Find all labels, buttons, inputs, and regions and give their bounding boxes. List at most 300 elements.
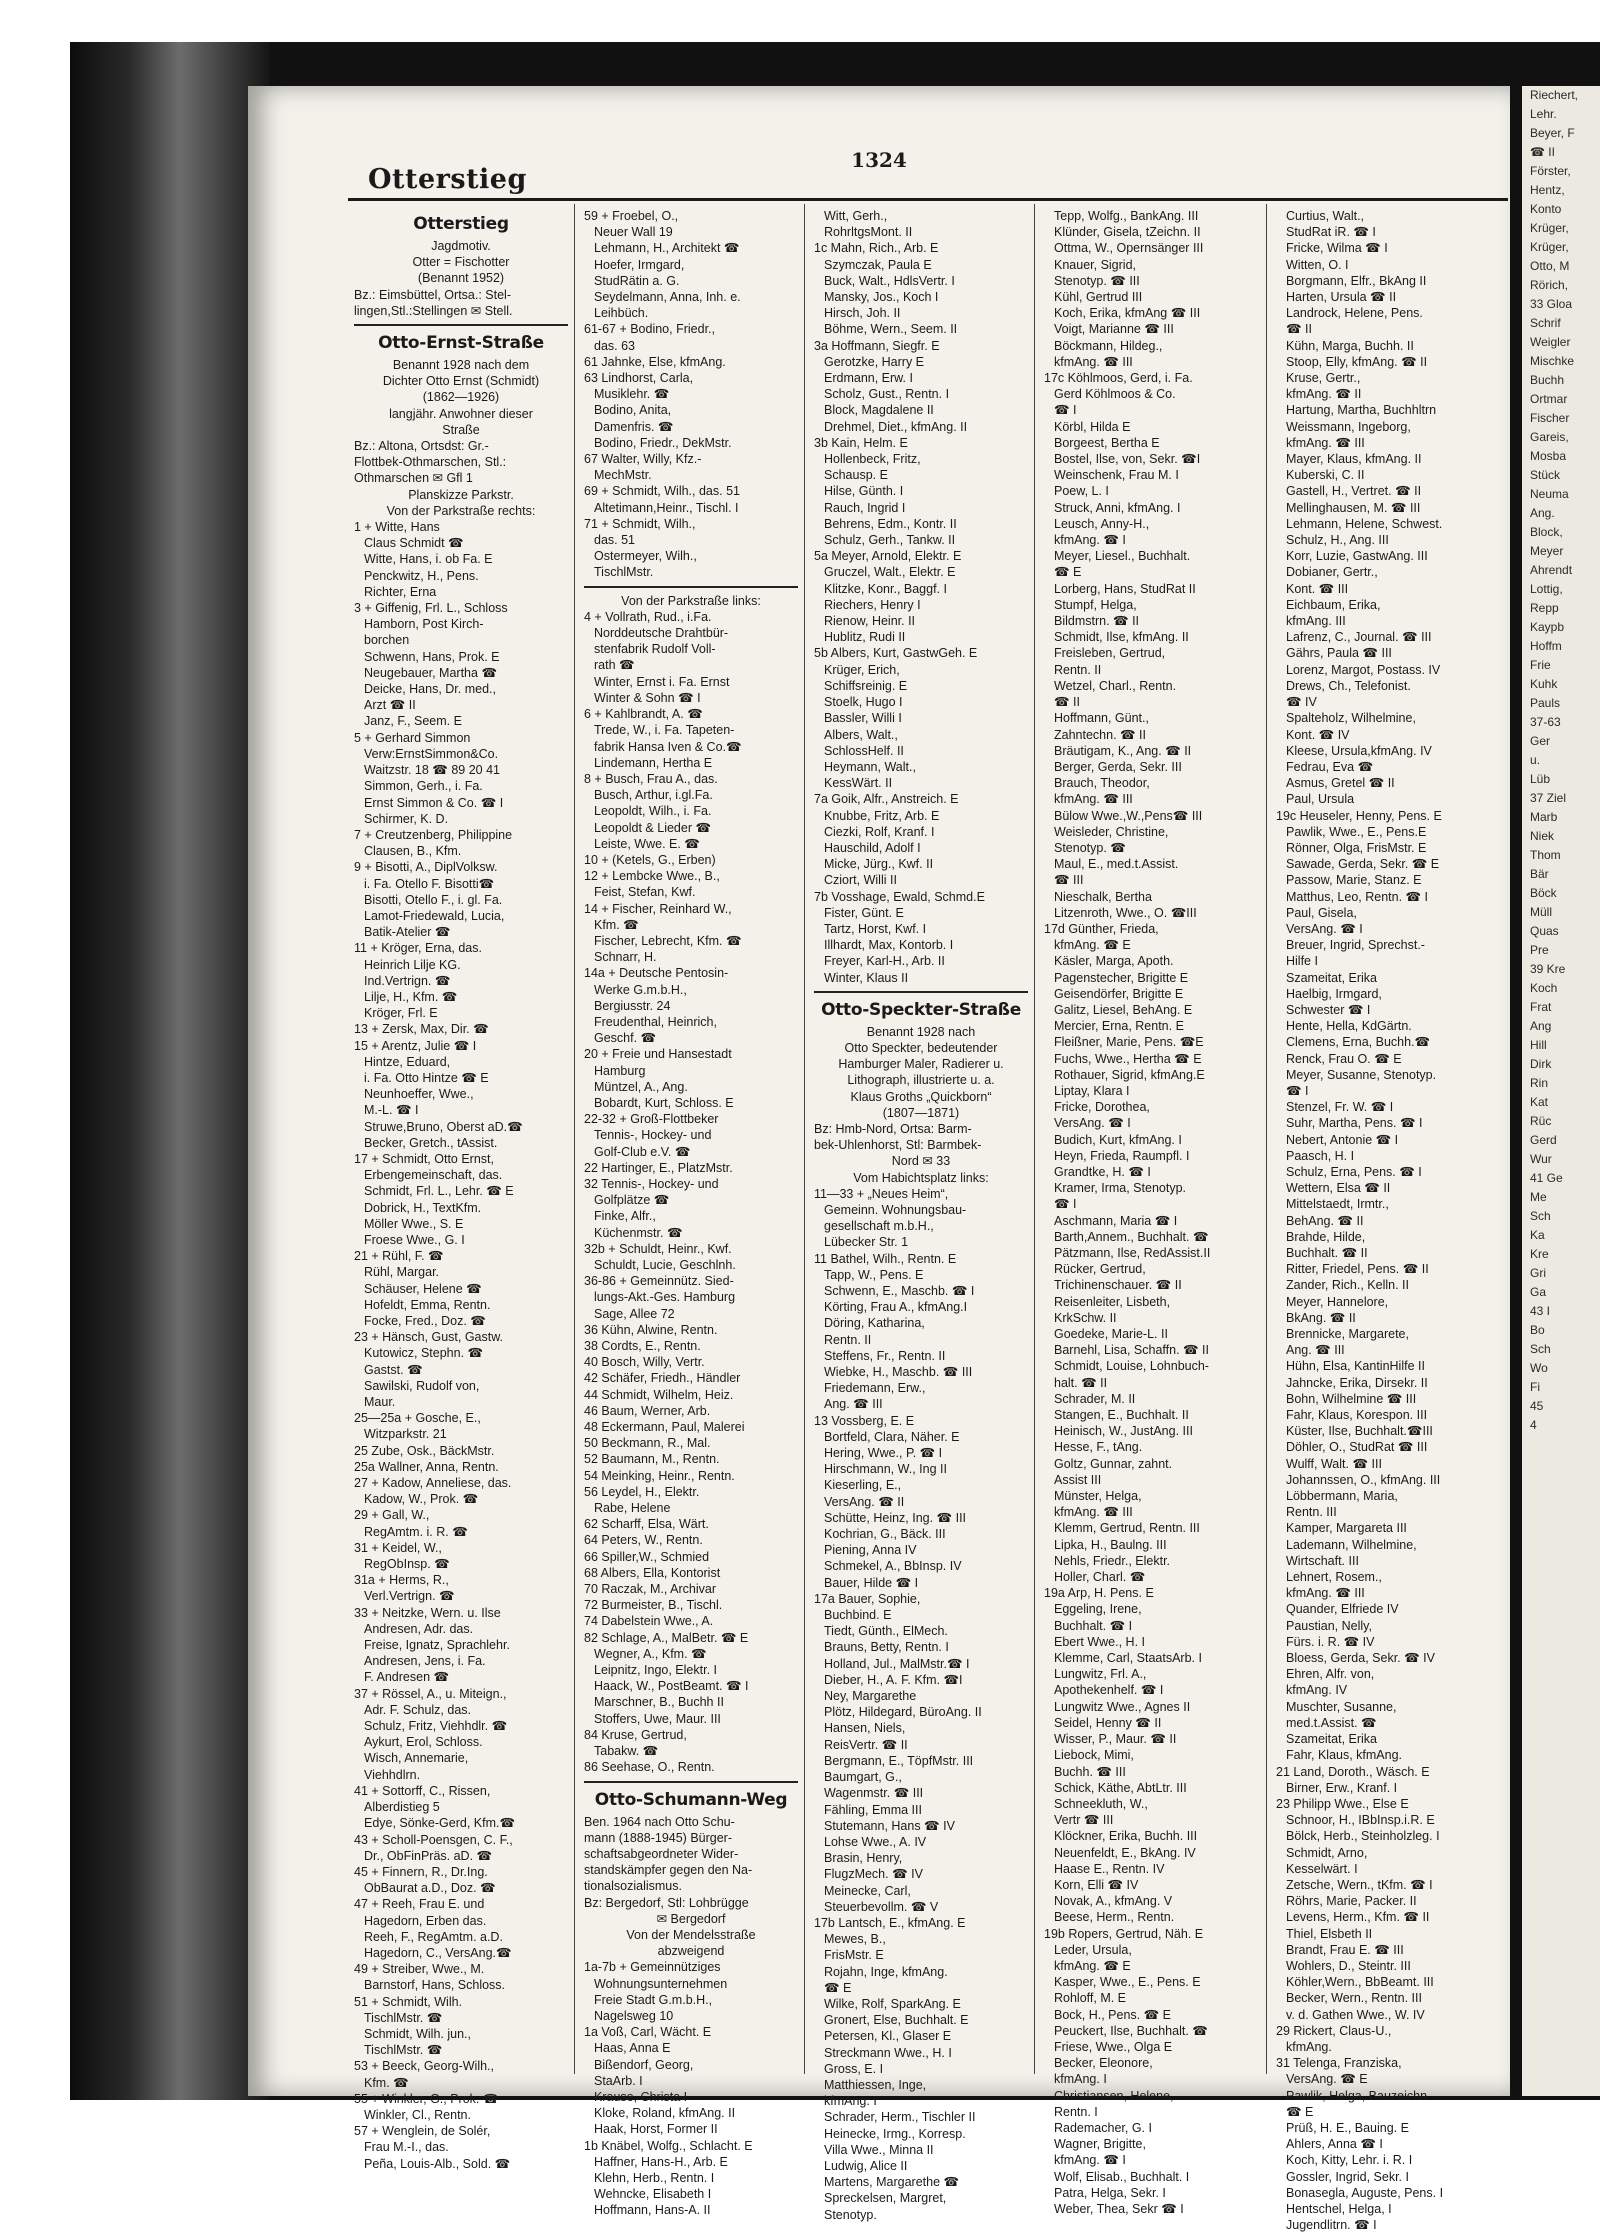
directory-entry: StaArb. I xyxy=(594,2073,643,2088)
directory-entry: lingen,Stl.:Stellingen ✉ Stell. xyxy=(354,303,513,318)
directory-entry: 25a Wallner, Anna, Rentn. xyxy=(354,1459,499,1474)
directory-entry: Borgmann, Elfr., BkAng II xyxy=(1286,273,1427,288)
directory-entry: v. d. Gathen Wwe., W. IV xyxy=(1286,2007,1425,2022)
directory-entry: 11—33 + „Neues Heim“, xyxy=(814,1186,949,1201)
section-note: Klaus Groths „Quickborn“ xyxy=(850,1089,992,1104)
directory-entry: Lehmann, H., Architekt ☎ xyxy=(594,241,740,256)
directory-entry: 44 Schmidt, Wilhelm, Heiz. xyxy=(584,1387,734,1402)
directory-entry: Erdmann, Erw. I xyxy=(824,371,913,386)
directory-entry: Heyn, Frieda, Raumpfl. I xyxy=(1054,1148,1190,1163)
adjacent-page-text: Marb xyxy=(1530,810,1558,824)
directory-entry: 46 Baum, Werner, Arb. xyxy=(584,1403,711,1418)
directory-entry: Klemm, Gertrud, Rentn. III xyxy=(1054,1521,1200,1536)
directory-entry: 66 Spiller,W., Schmied xyxy=(584,1549,710,1564)
directory-entry: Hering, Wwe., P. ☎ I xyxy=(824,1446,943,1461)
directory-entry: 21 + Rühl, F. ☎ xyxy=(354,1249,444,1264)
directory-entry: StudRätin a. G. xyxy=(594,273,680,288)
directory-entry: 48 Eckermann, Paul, Malerei xyxy=(584,1420,745,1435)
directory-entry: Rentn. III xyxy=(1286,1505,1337,1520)
directory-entry: Ottma, W., Opernsänger III xyxy=(1054,241,1204,256)
directory-entry: Pätzmann, Ilse, RedAssist.II xyxy=(1054,1246,1211,1260)
adjacent-page-text: Hill xyxy=(1530,1038,1547,1052)
directory-entry: kfmAng. ☎ I xyxy=(1054,2153,1126,2168)
adjacent-page-text: Kaypb xyxy=(1530,620,1565,634)
directory-entry: StudRat iR. ☎ I xyxy=(1286,225,1376,240)
directory-entry: 63 Lindhorst, Carla, xyxy=(584,371,694,386)
directory-entry: Heymann, Walt., xyxy=(824,759,916,774)
directory-entry: Haak, Horst, Former II xyxy=(594,2122,718,2137)
directory-entry: Gastell, H., Vertret. ☎ II xyxy=(1286,484,1422,499)
directory-entry: Ang. ☎ III xyxy=(824,1397,883,1412)
directory-entry: kfmAng. ☎ I xyxy=(1054,533,1126,548)
directory-entry: Haack, W., PostBeamt. ☎ I xyxy=(594,1679,749,1694)
directory-entry: Sage, Allee 72 xyxy=(594,1306,675,1321)
directory-entry: Freisleben, Gertrud, xyxy=(1054,646,1166,661)
directory-entry: Wiebke, H., Maschb. ☎ III xyxy=(824,1365,973,1380)
adjacent-page-text: 45 xyxy=(1530,1399,1544,1413)
directory-entry: das. 51 xyxy=(594,533,636,548)
adjacent-page-text: Rüc xyxy=(1530,1114,1552,1128)
directory-entry: Dieber, H., A. F. Kfm. ☎I xyxy=(824,1672,963,1687)
adjacent-page-text: Kuhk xyxy=(1530,677,1558,691)
directory-entry: Schrader, Herm., Tischler II xyxy=(824,2110,976,2125)
directory-entry: Rothauer, Sigrid, kfmAng.E xyxy=(1054,1067,1205,1082)
directory-entry: Drehmel, Diet., kfmAng. II xyxy=(824,419,968,434)
directory-entry: Piening, Anna IV xyxy=(824,1543,917,1558)
adjacent-page-text: Dirk xyxy=(1530,1057,1552,1071)
directory-entry: Baumgart, G., xyxy=(824,1770,902,1785)
directory-entry: Norddeutsche Drahtbür- xyxy=(594,626,729,641)
directory-entry: Block, Magdalene II xyxy=(824,403,934,418)
section-note: Von der Parkstraße links: xyxy=(621,593,761,608)
directory-entry: 25 Zube, Osk., BäckMstr. xyxy=(354,1443,495,1458)
directory-entry: 53 + Beeck, Georg-Wilh., xyxy=(354,2059,494,2074)
directory-entry: Bobardt, Kurt, Schloss. E xyxy=(594,1095,734,1110)
directory-entry: Leusch, Anny-H., xyxy=(1054,516,1150,531)
directory-entry: Bock, H., Pens. ☎ E xyxy=(1054,2007,1171,2022)
directory-entry: BkAng. ☎ II xyxy=(1286,1310,1356,1325)
adjacent-page-text: 37-63 xyxy=(1530,715,1561,729)
directory-entry: BehAng. ☎ II xyxy=(1286,1213,1364,1228)
section-note: Otter = Fischotter xyxy=(412,255,510,270)
directory-entry: 17d Günther, Frieda, xyxy=(1044,921,1159,936)
directory-entry: 4 + Vollrath, Rud., i.Fa. xyxy=(584,609,712,624)
directory-entry: Schulz, Fritz, Viehhdlr. ☎ xyxy=(364,1719,508,1734)
directory-entry: Kuberski, C. II xyxy=(1286,468,1365,483)
directory-entry: ☎ E xyxy=(824,1980,852,1995)
directory-entry: Nagelsweg 10 xyxy=(594,2008,674,2023)
directory-entry: Leipnitz, Ingo, Elektr. I xyxy=(594,1663,717,1678)
directory-entry: Löbbermann, Maria, xyxy=(1286,1489,1398,1504)
directory-entry: Verw:ErnstSimmon&Co. xyxy=(364,746,499,761)
directory-entry: 55 + Winkler, G., Prok. ☎ xyxy=(354,2091,499,2106)
directory-entry: Döring, Katharina, xyxy=(824,1316,925,1331)
directory-entry: bek-Uhlenhorst, Stl: Barmbek- xyxy=(814,1138,982,1153)
directory-entry: Rentn. I xyxy=(1054,2104,1098,2119)
section-rule xyxy=(814,991,1028,993)
directory-entry: Wilke, Rolf, SparkAng. E xyxy=(824,1996,961,2011)
directory-entry: Kieserling, E., xyxy=(824,1478,902,1493)
directory-entry: Lehnert, Rosem., xyxy=(1286,1570,1382,1585)
directory-entry: Fister, Günt. E xyxy=(824,905,904,920)
directory-entry: Schwester ☎ I xyxy=(1286,1002,1371,1017)
directory-entry: Trichinenschauer. ☎ II xyxy=(1054,1278,1182,1293)
directory-entry: 23 + Hänsch, Gust, Gastw. xyxy=(354,1330,504,1345)
directory-entry: 1 + Witte, Hans xyxy=(354,520,440,535)
directory-entry: Kühl, Gertrud III xyxy=(1054,290,1143,305)
directory-entry: 42 Schäfer, Friedh., Händler xyxy=(584,1371,741,1386)
directory-entry: M.-L. ☎ I xyxy=(364,1103,419,1118)
directory-entry: 37 + Rössel, A., u. Miteign., xyxy=(354,1686,507,1701)
directory-entry: 82 Schlage, A., MalBetr. ☎ E xyxy=(584,1630,749,1645)
directory-entry: 21 Land, Doroth., Wäsch. E xyxy=(1276,1764,1430,1779)
directory-entry: ☎ II xyxy=(1054,695,1080,710)
directory-entry: Kramer, Irma, Stenotyp. xyxy=(1054,1181,1186,1196)
directory-entry: Fahr, Klaus, Korespon. III xyxy=(1286,1408,1428,1423)
directory-entry: Klehn, Herb., Rentn. I xyxy=(594,2170,715,2185)
adjacent-page-text: Schrif xyxy=(1530,316,1561,330)
directory-entry: 71 + Schmidt, Wilh., xyxy=(584,516,696,531)
directory-entry: Schmekel, A., BbInsp. IV xyxy=(824,1559,962,1574)
adjacent-page-text: Ga xyxy=(1530,1285,1547,1299)
directory-entry: 17 + Schmidt, Otto Ernst, xyxy=(354,1151,494,1166)
directory-entry: kfmAng. ☎ III xyxy=(1054,354,1133,369)
directory-entry: Erbengemeinschaft, das. xyxy=(364,1168,503,1183)
directory-entry: Kühn, Marga, Buchh. II xyxy=(1286,338,1414,353)
adjacent-page-text: Kre xyxy=(1530,1247,1549,1261)
directory-entry: Cziort, Willi II xyxy=(824,873,897,888)
directory-entry: 1b Knäbel, Wolfg., Schlacht. E xyxy=(584,2138,753,2153)
directory-entry: 3 + Giffenig, Frl. L., Schloss xyxy=(354,601,508,616)
directory-entry: kfmAng. ☎ II xyxy=(1286,387,1362,402)
adjacent-page-text: Otto, M xyxy=(1530,259,1570,273)
directory-entry: Altetimann,Heinr., Tischl. I xyxy=(594,500,739,515)
directory-entry: Pawlik, Helga, Bauzeichn. xyxy=(1286,2088,1431,2103)
directory-entry: Wettern, Elsa ☎ II xyxy=(1286,1181,1391,1196)
directory-entry: 43 + Scholl-Poensgen, C. F., xyxy=(354,1832,513,1847)
directory-entry: Dr., ObFinPräs. aD. ☎ xyxy=(364,1848,493,1863)
directory-entry: Hilfe I xyxy=(1286,954,1318,969)
directory-entry: Haase E., Rentn. IV xyxy=(1054,1861,1165,1876)
directory-entry: Neunhoeffer, Wwe., xyxy=(364,1087,474,1102)
directory-entry: Münster, Helga, xyxy=(1054,1489,1142,1504)
directory-entry: Brauns, Betty, Rentn. I xyxy=(824,1640,949,1655)
adjacent-page-text: Buchh xyxy=(1530,373,1565,387)
directory-entry: Stenotyp. ☎ III xyxy=(1054,273,1140,288)
directory-entry: F. Andresen ☎ xyxy=(364,1670,450,1685)
directory-entry: Bauer, Hilde ☎ I xyxy=(824,1575,919,1590)
directory-entry: Fedrau, Eva ☎ xyxy=(1286,759,1374,774)
directory-entry: Curtius, Walt., xyxy=(1286,209,1365,223)
directory-entry: Assist III xyxy=(1054,1472,1102,1487)
directory-entry: Leopoldt, Wilh., i. Fa. xyxy=(594,804,712,819)
directory-entry: Reeh, F., RegAmtm. a.D. xyxy=(364,1929,503,1944)
directory-entry: Renck, Frau O. ☎ E xyxy=(1286,1051,1402,1066)
directory-entry: ☎ I xyxy=(1286,1083,1309,1098)
directory-entry: 1a-7b + Gemeinnütziges xyxy=(584,1960,721,1975)
directory-entry: Schnarr, H. xyxy=(594,950,657,965)
directory-entry: Liebock, Mimi, xyxy=(1054,1748,1134,1763)
directory-entry: Brasin, Henry, xyxy=(824,1851,903,1866)
directory-entry: Klemme, Carl, StaatsArb. I xyxy=(1054,1651,1202,1666)
directory-entry: kfmAng. ☎ E xyxy=(1054,938,1131,953)
directory-entry: borchen xyxy=(364,633,410,648)
directory-entry: Leihbüch. xyxy=(594,306,649,321)
directory-entry: Neuer Wall 19 xyxy=(594,225,673,240)
directory-entry: ObBaurat a.D., Doz. ☎ xyxy=(364,1881,496,1896)
directory-entry: Dobrick, H., TextKfm. xyxy=(364,1200,482,1215)
directory-entry: Krüger, Erich, xyxy=(824,662,900,677)
directory-entry: Gross, E. I xyxy=(824,2061,884,2076)
directory-entry: Lilje, H., Kfm. ☎ xyxy=(364,989,458,1004)
directory-entry: Döhler, O., StudRat ☎ III xyxy=(1286,1440,1428,1455)
street-heading: Otto-Ernst-Straße xyxy=(378,333,544,354)
directory-entry: 19b Ropers, Gertrud, Näh. E xyxy=(1044,1926,1204,1941)
adjacent-page-text: Bär xyxy=(1530,867,1549,881)
adjacent-page-text: Müll xyxy=(1530,905,1553,919)
adjacent-page-text: u. xyxy=(1530,753,1541,767)
directory-entry: Klöckner, Erika, Buchh. III xyxy=(1054,1829,1198,1844)
directory-entry: Koch, Kitty, Lehr. i. R. I xyxy=(1286,2153,1413,2168)
directory-entry: Heinrich Lilje KG. xyxy=(364,957,461,972)
directory-entry: Gemeinn. Wohnungsbau- xyxy=(824,1202,967,1217)
section-rule xyxy=(584,586,798,588)
directory-entry: Struwe,Bruno, Oberst aD.☎ xyxy=(364,1119,523,1134)
column-2 xyxy=(584,208,798,2219)
directory-entry: Hoffmann, Hans-A. II xyxy=(594,2203,711,2218)
directory-entry: 14a + Deutsche Pentosin- xyxy=(584,966,729,981)
directory-entry: 11 + Kröger, Erna, das. xyxy=(354,941,482,956)
adjacent-page-text: Krüger, xyxy=(1530,240,1569,254)
directory-entry: Struck, Anni, kfmAng. I xyxy=(1054,500,1181,515)
directory-entry: 17a Bauer, Sophie, xyxy=(814,1591,921,1606)
directory-entry: Freudenthal, Heinrich, xyxy=(594,1014,717,1029)
directory-entry: Fricke, Wilma ☎ I xyxy=(1286,241,1388,256)
directory-entry: Rademacher, G. I xyxy=(1054,2120,1152,2135)
directory-entry: Bz: Hmb-Nord, Ortsa: Barm- xyxy=(814,1121,972,1136)
directory-entry: 36-86 + Gemeinnütz. Sied- xyxy=(584,1274,734,1289)
adjacent-page-text: Wo xyxy=(1530,1361,1548,1375)
directory-entry: Lungwitz, Frl. A., xyxy=(1054,1667,1147,1682)
directory-entry: TischlMstr. ☎ xyxy=(364,2043,443,2058)
directory-entry: 45 + Finnern, R., Dr.Ing. xyxy=(354,1864,488,1879)
directory-entry: Illhardt, Max, Kontorb. I xyxy=(824,938,954,953)
directory-entry: Schneekluth, W., xyxy=(1054,1796,1148,1811)
directory-entry: kfmAng. ☎ E xyxy=(1054,1958,1131,1973)
directory-entry: 13 + Zersk, Max, Dir. ☎ xyxy=(354,1022,489,1037)
directory-entry: Klünder, Gisela, tZeichn. II xyxy=(1054,225,1201,240)
section-rule xyxy=(584,1781,798,1783)
directory-entry: 62 Scharff, Elsa, Wärt. xyxy=(584,1517,709,1532)
directory-entry: 36 Kühn, Alwine, Rentn. xyxy=(584,1322,718,1337)
directory-entry: Zetsche, Wern., tKfm. ☎ I xyxy=(1286,1877,1433,1892)
directory-entry: Finke, Alfr., xyxy=(594,1209,656,1224)
directory-entry: Fischer, Lebrecht, Kfm. ☎ xyxy=(594,933,742,948)
directory-entry: Kochrian, G., Bäck. III xyxy=(824,1527,946,1542)
directory-entry: Schütte, Heinz, Ing. ☎ III xyxy=(824,1510,967,1525)
directory-entry: Hansen, Niels, xyxy=(824,1721,906,1736)
directory-entry: Meyer, Hannelore, xyxy=(1286,1294,1389,1309)
directory-entry: KrkSchw. II xyxy=(1054,1310,1117,1325)
directory-entry: Stangen, E., Buchhalt. II xyxy=(1054,1408,1189,1423)
directory-entry: 14 + Fischer, Reinhard W., xyxy=(584,901,732,916)
directory-entry: Wagenmstr. ☎ III xyxy=(824,1786,924,1801)
directory-entry: Schmidt, Louise, Lohnbuch- xyxy=(1054,1359,1209,1374)
directory-entry: Meyer, Liesel., Buchhalt. xyxy=(1054,549,1191,564)
directory-entry: Eggeling, Irene, xyxy=(1054,1602,1142,1617)
directory-entry: Alberdistieg 5 xyxy=(364,1800,440,1815)
directory-entry: Koch, Erika, kfmAng ☎ III xyxy=(1054,306,1201,321)
directory-entry: Küster, Ilse, Buchhalt.☎III xyxy=(1286,1424,1433,1439)
directory-entry: 32b + Schuldt, Heinr., Kwf. xyxy=(584,1241,732,1256)
section-note: Von der Parkstraße rechts: xyxy=(386,503,536,518)
directory-entry: Schulz, H., Ang. III xyxy=(1286,533,1389,548)
directory-entry: Witte, Hans, i. ob Fa. E xyxy=(364,552,493,567)
directory-entry: schaftsabgeordneter Wider- xyxy=(584,1846,739,1861)
directory-entry: Ind.Vertrign. ☎ xyxy=(364,973,451,988)
directory-entry: 5 + Gerhard Simmon xyxy=(354,730,471,745)
directory-entry: 70 Raczak, M., Archivar xyxy=(584,1582,716,1597)
directory-entry: Kloke, Roland, kfmAng. II xyxy=(594,2106,736,2121)
directory-entry: Novak, A., kfmAng. V xyxy=(1054,1894,1173,1909)
directory-entry: Edye, Sönke-Gerd, Kfm.☎ xyxy=(364,1816,516,1831)
directory-entry: RegObInsp. ☎ xyxy=(364,1557,450,1572)
directory-entry: Viehhdlrn. xyxy=(364,1767,421,1782)
adjacent-page-text: Ang xyxy=(1530,1019,1552,1033)
adjacent-page-text: 41 Ge xyxy=(1530,1171,1563,1185)
directory-entry: Kesselwärt. I xyxy=(1286,1861,1358,1876)
adjacent-page-text: Gri xyxy=(1530,1266,1546,1280)
directory-entry: Ritter, Friedel, Pens. ☎ II xyxy=(1286,1262,1429,1277)
directory-entry: 25—25a + Gosche, E., xyxy=(354,1411,481,1426)
directory-entry: Bergmann, E., TöpfMstr. III xyxy=(824,1753,974,1768)
directory-entry: 17b Lantsch, E., kfmAng. E xyxy=(814,1915,966,1930)
directory-entry: Becker, Eleonore, xyxy=(1054,2056,1153,2071)
directory-entry: 10 + (Ketels, G., Erben) xyxy=(584,852,716,867)
directory-entry: gesellschaft m.b.H., xyxy=(824,1219,934,1234)
adjacent-page-text: Ka xyxy=(1530,1228,1545,1242)
directory-entry: Szameitat, Erika xyxy=(1286,1732,1378,1747)
directory-entry: Fahr, Klaus, kfmAng. xyxy=(1286,1748,1403,1763)
directory-entry: Gerd Köhlmoos & Co. xyxy=(1054,387,1176,402)
directory-entry: Lübecker Str. 1 xyxy=(824,1235,909,1250)
directory-entry: Gastst. ☎ xyxy=(364,1362,423,1377)
directory-entry: Patra, Helga, Sekr. I xyxy=(1054,2185,1166,2200)
directory-entry: Stutemann, Hans ☎ IV xyxy=(824,1818,955,1833)
directory-entry: Geisendörfer, Brigitte E xyxy=(1054,986,1184,1001)
directory-entry: Golfplätze ☎ xyxy=(594,1193,670,1208)
directory-entry: Tepp, Wolfg., BankAng. III xyxy=(1054,209,1199,223)
column-4 xyxy=(1044,208,1258,2217)
directory-entry: Körting, Frau A., kfmAng.I xyxy=(824,1300,968,1315)
directory-entry: ☎ E xyxy=(1054,565,1082,580)
adjacent-page-text: Lüb xyxy=(1530,772,1551,786)
directory-entry: Friedemann, Erw., xyxy=(824,1381,926,1396)
directory-entry: Clausen, B., Kfm. xyxy=(364,844,462,859)
adjacent-page-text: Förster, xyxy=(1530,164,1571,178)
directory-entry: 8 + Busch, Frau A., das. xyxy=(584,771,718,786)
directory-entry: RohrltgsMont. II xyxy=(824,225,913,240)
adjacent-page-text: Quas xyxy=(1530,924,1559,938)
directory-entry: Marschner, B., Buchh II xyxy=(594,1695,724,1710)
directory-entry: Böckmann, Hildeg., xyxy=(1054,338,1163,353)
adjacent-page-fragment xyxy=(1522,86,1600,2096)
directory-entry: 49 + Streiber, Wwe., M. xyxy=(354,1962,485,1977)
section-note: abzweigend xyxy=(657,1944,725,1959)
directory-entry: 19c Heuseler, Henny, Pens. E xyxy=(1276,808,1442,823)
adjacent-page-text: Konto xyxy=(1530,202,1562,216)
directory-entry: Othmarschen ✉ Gfl 1 xyxy=(354,471,473,486)
directory-entry: Knauer, Sigrid, xyxy=(1054,257,1136,272)
section-note: Otto Speckter, bedeutender xyxy=(844,1040,998,1055)
directory-entry: 84 Kruse, Gertrud, xyxy=(584,1727,687,1742)
directory-entry: 50 Beckmann, R., Mal. xyxy=(584,1436,711,1451)
directory-entry: Schmidt, Frl. L., Lehr. ☎ E xyxy=(364,1184,514,1199)
directory-entry: Landrock, Helene, Pens. xyxy=(1286,306,1423,321)
directory-entry: Käsler, Marga, Apoth. xyxy=(1054,954,1174,969)
directory-entry: Tapp, W., Pens. E xyxy=(824,1267,924,1282)
directory-entry: Korr, Luzie, GastwAng. III xyxy=(1286,549,1428,564)
directory-entry: Quander, Elfriede IV xyxy=(1286,1602,1399,1617)
directory-entry: kfmAng. III xyxy=(1286,614,1346,629)
section-note: Nord ✉ 33 xyxy=(891,1154,951,1169)
directory-entry: Ludwig, Alice II xyxy=(824,2158,908,2173)
directory-entry: 5b Albers, Kurt, GastwGeh. E xyxy=(814,646,978,661)
running-head: Otterstieg xyxy=(368,164,527,195)
directory-entry: Scholz, Gust., Rentn. I xyxy=(824,387,950,402)
header-rule xyxy=(348,198,1508,201)
adjacent-page-text: Block, xyxy=(1530,525,1563,539)
adjacent-page-text: Meyer xyxy=(1530,544,1564,558)
section-note: (1807—1871) xyxy=(882,1105,960,1120)
directory-entry: 7b Vosshage, Ewald, Schmd.E xyxy=(814,889,985,904)
directory-entry: Hintze, Eduard, xyxy=(364,1054,451,1069)
street-heading: Otto-Schumann-Weg xyxy=(594,1789,788,1810)
directory-entry: 7a Goik, Alfr., Anstreich. E xyxy=(814,792,959,807)
directory-entry: Sawade, Gerda, Sekr. ☎ E xyxy=(1286,857,1440,872)
directory-entry: Haelbig, Irmgard, xyxy=(1286,986,1382,1001)
directory-entry: Hauschild, Adolf I xyxy=(824,840,921,855)
directory-entry: Janz, F., Seem. E xyxy=(364,714,462,729)
directory-entry: Wohnungsunternehmen xyxy=(594,1976,728,1991)
directory-entry: Eichbaum, Erika, xyxy=(1286,597,1381,612)
directory-entry: 12 + Lembcke Wwe., B., xyxy=(584,869,720,884)
directory-entry: Mercier, Erna, Rentn. E xyxy=(1054,1019,1184,1034)
column-1 xyxy=(354,208,568,2172)
directory-entry: Stenzel, Fr. W. ☎ I xyxy=(1286,1100,1394,1115)
directory-entry: 31 Telenga, Franziska, xyxy=(1276,2056,1402,2071)
directory-entry: i. Fa. Otto Hintze ☎ E xyxy=(364,1070,489,1085)
directory-entry: Matthiessen, Inge, xyxy=(824,2077,927,2092)
directory-entry: Voigt, Marianne ☎ III xyxy=(1054,322,1174,337)
directory-entry: Buchhalt. ☎ I xyxy=(1054,1618,1133,1633)
directory-entry: 74 Dabelstein Wwe., A. xyxy=(584,1614,714,1629)
directory-entry: kfmAng. xyxy=(1286,2039,1332,2054)
directory-entry: Paasch, H. I xyxy=(1286,1148,1355,1163)
directory-entry: Neuenfeldt, E., BkAng. IV xyxy=(1054,1845,1196,1860)
directory-entry: Witt, Gerh., xyxy=(824,209,888,223)
directory-entry: 9 + Bisotti, A., DiplVolksw. xyxy=(354,860,498,875)
directory-entry: Witzparkstr. 21 xyxy=(364,1427,447,1442)
directory-entry: Tabakw. ☎ xyxy=(594,1744,659,1759)
directory-entry: Leder, Ursula, xyxy=(1054,1942,1132,1957)
directory-entry: Budich, Kurt, kfmAng. I xyxy=(1054,1132,1182,1147)
directory-entry: Schmidt, Ilse, kfmAng. II xyxy=(1054,630,1189,645)
directory-entry: Gruczel, Walt., Elektr. E xyxy=(824,565,956,580)
directory-entry: Tartz, Horst, Kwf. I xyxy=(824,921,927,936)
directory-entry: Pawlik, Wwe., E., Pens.E xyxy=(1286,824,1427,839)
adjacent-page-text: Sch xyxy=(1530,1342,1551,1356)
